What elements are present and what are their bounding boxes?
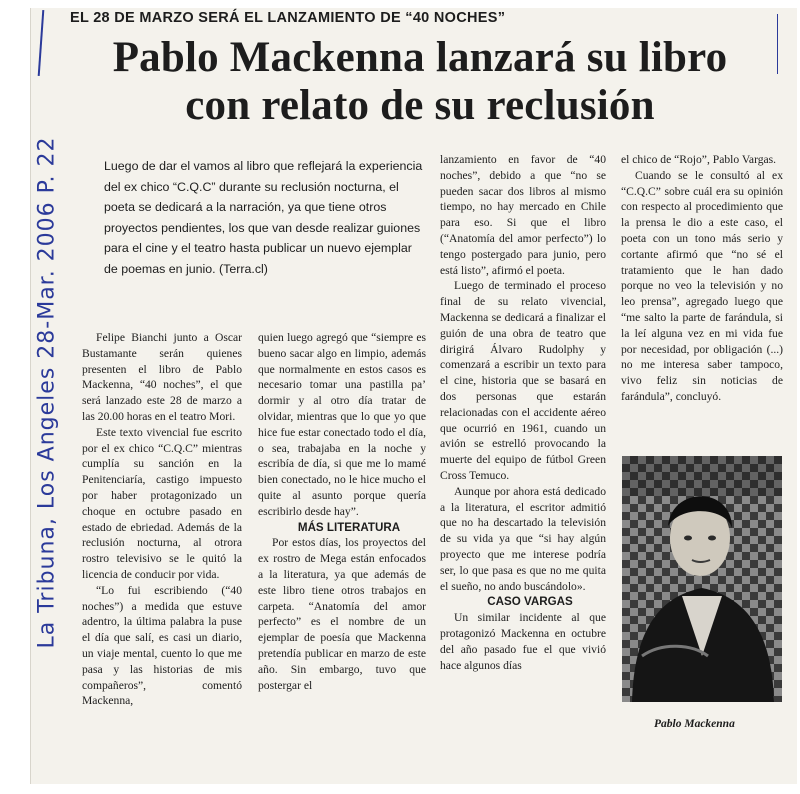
headline xyxy=(60,34,780,130)
column-3 xyxy=(440,152,606,673)
subheading-mas-literatura: MÁS LITERATURA xyxy=(297,520,401,534)
subheading-caso-vargas: CASO VARGAS xyxy=(487,595,573,609)
handwritten-source-note: La Tribuna, Los Angeles 28-Mar. 2006 P. 22 xyxy=(34,136,60,649)
paragraph: quien luego agregó que “siempre es bueno sacar algo en limpio, además que normalmente en estos casos es necesario tomar una pastilla pa’ dormir y al otro día tratar de olvidar, mientras que lo que yo que hice fue estar conectado todo el día, o sea, trabajaba en la noche y escribía de día, si que me lo mamé bien conectado, no le hice mucho el quite al asunto porque quería escribirlo desde hay”. xyxy=(258,331,426,518)
paragraph: Felipe Bianchi junto a Oscar Bustamante serán quienes presenten el libro de Pablo Mackenna, “40 noches”, el que será lanzado este 28 de marzo a las 20.00 horas en el teatro Mori. xyxy=(82,331,242,423)
headline-line-1: Pablo Mackenna lanzará su libro xyxy=(112,34,728,81)
column-2 xyxy=(258,330,426,693)
paragraph: Luego de terminado el proceso final de su relato vivencial, Mackenna se dedicará a finalizar el guión de una obra de teatro que dirigirá Álvaro Rudolphy y comenzará a escribir un texto para el cine, historia que se basará en dos personas que estarán relacionadas con el accidente aéreo que ocurrió en 1961, cuando un avión se estrelló provocando la muerte del equipo de fútbol Green Cross Temuco. xyxy=(440,279,606,482)
paragraph: Cuando se le consultó al ex “C.Q.C” sobre cuál era su opinión con respecto al procedimiento que la prensa le dio a este caso, el poeta con un tono más serio y cortante afirmó que “no sé el tratamiento que le han dado porque no veo la televisión y no leo prensa”, agregado luego que “me salto la parte de farándula, si la leí alguna vez en mi vida fue por necesidad, por obligación (...) no me interesa saber tampoco, vivo feliz sin noticias de farándula”, concluyó. xyxy=(621,168,783,403)
paragraph: lanzamiento en favor de “40 noches”, debido a que “no se pueden sacar dos libros al mismo tiempo, no hay mercado en Chile para eso. Si que el libro (“Anatomía del amor perfecto”) lo tengo postergado para junio, pero está listo”, afirmó el poeta. xyxy=(440,153,606,277)
paragraph: Aunque por ahora está dedicado a la literatura, el escritor admitió que no ha descartado la televisión de su vida ya que “si hay algún proyecto que me interese podría ser, lo que pasa es que no me quita el sueño, no ando buscándolo». xyxy=(440,484,606,593)
column-4 xyxy=(621,152,783,405)
column-1 xyxy=(82,330,242,709)
paragraph: “Lo fui escribiendo (“40 noches”) a medida que estuve adentro, la última palabra la puse el día que salí, es casi un diario, un viaje mental, cuento lo que me pasa y las historias de mis compañeros”, comentó Mackenna, xyxy=(82,583,242,708)
lead-paragraph: Luego de dar el vamos al libro que reflejará la experiencia del ex chico “C.Q.C” durante su reclusión nocturna, el poeta se dedicará a la narración, ya que tiene otros proyectos pendientes, los que van desde realizar guiones para el cine y el teatro hasta publicar un nuevo ejemplar de poemas en junio. (Terra.cl) xyxy=(104,159,423,276)
photo-caption: Pablo Mackenna xyxy=(654,718,735,730)
paragraph: Un similar incidente al que protagonizó Mackenna en octubre del año pasado fue el que vivió hace algunos días xyxy=(440,611,606,672)
portrait-illustration xyxy=(622,456,782,702)
paragraph: Este texto vivencial fue escrito por el ex chico “C.Q.C” mientras cumplía su sanción en la Penitenciaría, castigo impuesto por haber protagonizado un choque en octubre pasado en estado de ebriedad. Además de la reclusión nocturna, al otrora rostro televisivo se le quitó la licencia de conducir por vida. xyxy=(82,425,242,581)
ink-mark-right xyxy=(777,14,778,74)
paragraph: Por estos días, los proyectos del ex rostro de Mega están enfocados a la literatura, ya que además de este libro tiene otros trabajos en carpeta. “Anatomía del amor perfecto” es el nombre de un ejemplar de poesía que Mackenna pretendía publicar en marzo de este año. Sin embargo, tuvo que postergar el xyxy=(258,536,426,692)
paragraph: el chico de “Rojo”, Pablo Vargas. xyxy=(621,153,777,166)
headline-line-2: con relato de su reclusión xyxy=(185,82,655,129)
kicker: EL 28 DE MARZO SERÁ EL LANZAMIENTO DE “40 NOCHES” xyxy=(70,10,506,26)
portrait-photo xyxy=(622,456,782,702)
